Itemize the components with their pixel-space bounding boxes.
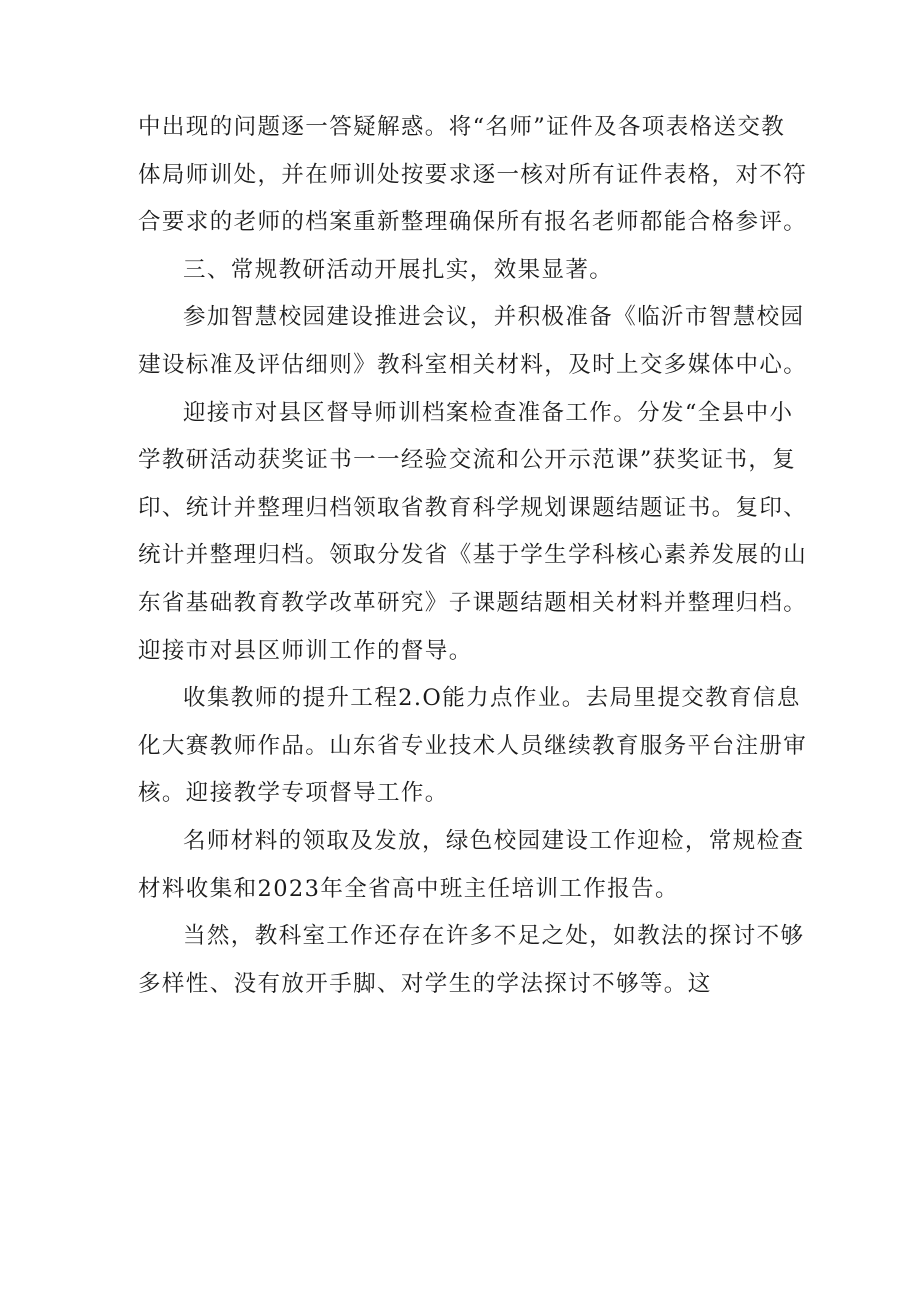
text-line: 迎接市对县区师训工作的督导。 xyxy=(138,637,473,664)
text-line: 东省基础教育教学改革研究》子课题结题相关材料并整理归档。 xyxy=(138,589,808,616)
text-line: 合要求的老师的档案重新整理确保所有报名老师都能合格参评。 xyxy=(138,209,808,236)
document-body xyxy=(138,104,808,1008)
text-line: 体局师训处，并在师训处按要求逐一核对所有证件表格，对不符 xyxy=(138,161,808,188)
text-line: 收集教师的提升工程2.O能力点作业。去局里提交教育信息 xyxy=(183,685,801,712)
text-line: 印、统计并整理归档领取省教育科学规划课题结题证书。复印、 xyxy=(138,494,808,521)
text-line: 学教研活动获奖证书一一经验交流和公开示范课”获奖证书，复 xyxy=(138,447,797,474)
text-line: 当然，教科室工作还存在许多不足之处，如教法的探讨不够 xyxy=(183,923,805,950)
text-line: 核。迎接教学专项督导工作。 xyxy=(138,780,449,807)
text-line: 建设标准及评估细则》教科室相关材料，及时上交多媒体中心。 xyxy=(138,351,808,378)
text-line: 多样性、没有放开手脚、对学生的学法探讨不够等。这 xyxy=(138,970,712,997)
section-heading: 三、常规教研活动开展扎实，效果显著。 xyxy=(183,256,614,283)
text-line: 参加智慧校园建设推进会议，并积极准备《临沂市智慧校园 xyxy=(183,304,805,331)
text-line: 化大赛教师作品。山东省专业技术人员继续教育服务平台注册审 xyxy=(138,732,808,759)
text-line: 统计并整理归档。领取分发省《基于学生学科核心素养发展的山 xyxy=(138,542,808,569)
text-line: 材料收集和2023年全省高中班主任培训工作报告。 xyxy=(138,875,679,902)
text-line: 中出现的问题逐一答疑解惑。将“名师”证件及各项表格送交教 xyxy=(138,114,786,140)
text-line: 迎接市对县区督导师训档案检查准备工作。分发“全县中小 xyxy=(183,399,794,426)
text-line: 名师材料的领取及发放，绿色校园建设工作迎检，常规检查 xyxy=(183,827,805,854)
